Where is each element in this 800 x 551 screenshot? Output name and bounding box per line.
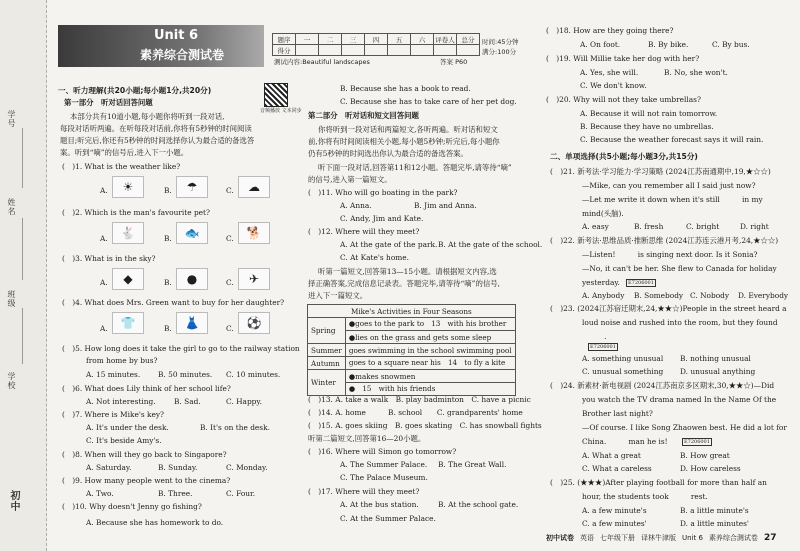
season-cell: Winter xyxy=(308,370,346,396)
option: A. something unusual xyxy=(582,354,664,363)
question-6: ( )6. What does Lily think of her school life? xyxy=(62,384,231,393)
option: A. Saturday. xyxy=(86,463,132,472)
sweater-icon: 👕 xyxy=(112,312,144,334)
student-id-label: 学号 xyxy=(7,110,16,128)
option: A. It's under the desk. xyxy=(86,423,169,432)
question-text: yesterday. xyxy=(582,278,620,287)
option: B. By bike. xyxy=(648,40,689,49)
instruction-text: 题目;听完后,你还有5秒钟的时间选择你认为最合适的备选答 xyxy=(60,136,255,145)
option-a-label: A. xyxy=(100,186,108,195)
divider xyxy=(22,128,23,188)
option: A. Because it will not rain tomorrow. xyxy=(580,109,718,118)
activity-cell: ●makes snowmen xyxy=(345,370,515,383)
question-text: Brother last night? xyxy=(582,409,653,418)
instruction-text: 本部分共有10道小题,每小题你将听到一段对话, xyxy=(70,112,225,121)
question-text: . xyxy=(582,332,607,341)
table-title: Mike's Activities in Four Seasons xyxy=(308,305,516,318)
option: B. The Great Wall. xyxy=(438,460,507,469)
rabbit-icon: 🐇 xyxy=(112,222,144,244)
option: C. It's beside Amy's. xyxy=(86,436,162,445)
time-limit: 时间:45分钟 xyxy=(482,38,519,46)
rain-icon: ☂ xyxy=(176,176,208,198)
question-22: ( )22. 新考法·思维品质·推断思维 (2024江苏连云港月考,24,★☆☆) xyxy=(550,236,779,245)
question-text: —Of course. I like Song Zhaowen best. He did a lot for xyxy=(582,423,787,432)
instruction-text: 仍有5秒钟的时间选出你认为最合适的备选答案。 xyxy=(308,149,468,158)
question-18: ( )18. How are they going there? xyxy=(546,26,674,35)
footer-edition: 译林牛津版 xyxy=(641,534,676,542)
season-cell: Autumn xyxy=(308,357,346,370)
divider xyxy=(22,308,23,364)
footer-unit: Unit 6 xyxy=(682,534,703,542)
qr-caption: 音频播放 文本同步 xyxy=(260,108,302,114)
question-text: —Let me write it down when it's still in my xyxy=(582,195,763,204)
question-text: —Mike, can you remember all I said just now? xyxy=(582,181,756,190)
option: A. Not interesting. xyxy=(86,397,156,406)
question-15: ( )15. A. goes skiing B. goes skating C. has snowball fights xyxy=(308,421,542,430)
season-cell: Summer xyxy=(308,344,346,357)
activity-cell: goes swimming in the school swimming pool xyxy=(345,344,515,357)
kite-icon: ◆ xyxy=(112,268,144,290)
option: A. On foot. xyxy=(580,40,621,49)
answer-tag: E7206001 xyxy=(590,344,616,350)
question-24: ( )24. 新素材·新电视剧 (2024江苏南京多区期末,30,★★☆)—Did xyxy=(550,381,775,390)
option: B. fresh xyxy=(634,222,664,231)
question-19: ( )19. Will Millie take her dog with her? xyxy=(546,54,700,63)
cloud-icon: ☁ xyxy=(238,176,270,198)
question-text: —No, it can't be her. She flew to Canada for holiday xyxy=(582,264,777,273)
sun-icon: ☀ xyxy=(112,176,144,198)
option-a-label: A. xyxy=(100,278,108,287)
option: A. What a great xyxy=(582,451,641,460)
question-5-cont: from home by bus? xyxy=(86,356,158,365)
answer-ref: 答案 P60 xyxy=(440,58,468,66)
footer-grade: 七年级下册 xyxy=(600,534,635,542)
question-text: China. man he is! xyxy=(582,437,668,446)
option: D. a little minutes' xyxy=(680,519,749,528)
option: C. Because she has to take care of her pet dog. xyxy=(340,97,517,106)
full-score: 满分:100分 xyxy=(482,48,517,56)
question-17: ( )17. Where will they meet? xyxy=(308,487,420,496)
instruction-text: 择正确答案,完成信息记录表。答题完毕,请等待“嘀”的信号, xyxy=(308,279,500,288)
option: B. No, she won't. xyxy=(664,68,728,77)
page-title: 素养综合测试卷 xyxy=(140,48,225,62)
instruction-text: 案。听到“嘀”的信号后,进入下一小题。 xyxy=(60,148,189,157)
part-2-heading: 第二部分 听对话和短文回答问题 xyxy=(308,111,419,120)
activity-cell: ●lies on the grass and gets some sleep xyxy=(345,331,515,344)
question-text: mind(头脑). xyxy=(582,209,624,218)
test-topic: 测试内容:Beautiful landscapes xyxy=(274,58,370,66)
option: A. Yes, she will. xyxy=(580,68,639,77)
unit-title: Unit 6 xyxy=(154,28,199,43)
question-5: ( )5. How long does it take the girl to go to the railway station xyxy=(62,344,300,353)
divider xyxy=(22,218,23,280)
dog-icon: 🐕 xyxy=(238,222,270,244)
option: B. nothing unusual xyxy=(680,354,751,363)
option: D. right xyxy=(740,222,769,231)
section-2-heading: 二、单项选择(共5小题;每小题3分,共15分) xyxy=(550,152,698,161)
page-number: 27 xyxy=(763,533,777,543)
option-a-label: A. xyxy=(100,324,108,333)
option: C. What a careless xyxy=(582,464,652,473)
option: B. Sunday. xyxy=(158,463,198,472)
option: C. The Palace Museum. xyxy=(340,473,428,482)
fish-bowl-icon: 🐟 xyxy=(176,222,208,244)
instruction-text: 听第二篇短文,回答第16—20小题。 xyxy=(308,434,426,443)
instruction-text: 听第一篇短文,回答第13—15小题。请根据短文内容,选 xyxy=(318,267,497,276)
footer-brand: 初中试卷 xyxy=(546,534,574,542)
option: C. Monday. xyxy=(226,463,268,472)
option-b-label: B. xyxy=(164,278,172,287)
question-2: ( )2. Which is the man's favourite pet? xyxy=(62,208,210,217)
option: A. At the gate of the park. xyxy=(340,240,438,249)
question-7: ( )7. Where is Mike's key? xyxy=(62,410,164,419)
option: B. Jim and Anna. xyxy=(414,201,477,210)
footer-subject: 英语 xyxy=(580,534,594,542)
question-21: ( )21. 新考法·学习能力·学习策略 (2024江苏南通期中,19,★☆☆) xyxy=(550,167,771,176)
question-14: ( )14. A. home B. school C. grandparents' home xyxy=(308,408,523,417)
option: B. Because she has a book to read. xyxy=(340,84,471,93)
dress-icon: 👗 xyxy=(176,312,208,334)
option: B. At the school gate. xyxy=(438,500,519,509)
score-row: 得分 xyxy=(273,45,480,56)
option: C. bright xyxy=(686,222,720,231)
option: A. a few minute's xyxy=(582,506,647,515)
option: B. Three. xyxy=(158,489,193,498)
activity-cell: ● 15 with his friends xyxy=(345,383,515,396)
option: B. Somebody xyxy=(634,291,684,300)
option: C. unusual something xyxy=(582,367,664,376)
question-1: ( )1. What is the weather like? xyxy=(62,162,181,171)
question-11: ( )11. Who will go boating in the park? xyxy=(308,188,458,197)
option: B. 50 minutes. xyxy=(158,370,213,379)
instruction-text: 每段对话听两遍。在听每段对话前,你将有5秒钟的时间阅读 xyxy=(60,124,252,133)
option-b-label: B. xyxy=(164,186,172,195)
question-text: —Listen! is singing next door. Is it Sonia? xyxy=(582,250,758,259)
option-c-label: C. xyxy=(226,278,234,287)
option: A. At the bus station. xyxy=(340,500,419,509)
title-banner xyxy=(58,25,264,67)
instruction-text: 你将听到一段对话和两篇短文,各听两遍。听对话和短文 xyxy=(318,125,498,134)
qr-code-icon xyxy=(264,83,288,107)
option: B. Sad. xyxy=(174,397,201,406)
question-4: ( )4. What does Mrs. Green want to buy for her daughter? xyxy=(62,298,285,307)
instruction-text: 听下面一段对话,回答第11和12小题。答题完毕,请等待“嘀” xyxy=(318,163,512,172)
instruction-text: 前,你将有时间阅读相关小题,每小题5秒钟;听完后,每小题你 xyxy=(308,137,500,146)
score-header-row: 题序 一 二 三 四 五 六 评卷人 总分 xyxy=(273,34,480,45)
question-text: you watch the TV drama named In the Name Of the xyxy=(582,395,777,404)
class-label: 班级 xyxy=(7,290,16,308)
option: A. Two. xyxy=(86,489,114,498)
option: D. Everybody xyxy=(738,291,789,300)
option: A. Anna. xyxy=(340,201,372,210)
instruction-text: 进入下一篇短文。 xyxy=(308,291,368,300)
option: A. Because she has homework to do. xyxy=(86,518,224,527)
question-text: loud noise and rushed into the room, but they found xyxy=(582,318,778,327)
instruction-text: 的信号,进入第一篇短文。 xyxy=(308,175,392,184)
option: A. The Summer Palace. xyxy=(340,460,428,469)
bird-icon: ✈ xyxy=(238,268,270,290)
answer-tag: E7206001 xyxy=(628,280,654,286)
option: C. a few minutes' xyxy=(582,519,647,528)
option: A. easy xyxy=(582,222,609,231)
option: B. It's on the desk. xyxy=(200,423,270,432)
option: C. At the Summer Palace. xyxy=(340,514,436,523)
option: C. Nobody xyxy=(690,291,730,300)
page-footer xyxy=(546,532,796,544)
question-23: ( )23. (2024江苏宿迁期末,24,★★☆)People in the street heard a xyxy=(550,304,787,313)
option: C. 10 minutes. xyxy=(226,370,281,379)
question-text: hour, the students took rest. xyxy=(582,492,708,501)
question-25: ( )25. (★★★)After playing football for more than half an xyxy=(550,478,767,487)
option: D. How careless xyxy=(680,464,741,473)
question-12: ( )12. Where will they meet? xyxy=(308,227,420,236)
option: C. We don't know. xyxy=(580,81,647,90)
option: A. 15 minutes. xyxy=(86,370,141,379)
option-b-label: B. xyxy=(164,234,172,243)
activities-table xyxy=(307,304,516,396)
option: B. Because they have no umbrellas. xyxy=(580,122,714,131)
option: B. How great xyxy=(680,451,730,460)
option-b-label: B. xyxy=(164,324,172,333)
part-1-heading: 第一部分 听对话回答问题 xyxy=(64,98,153,107)
option: D. unusual anything xyxy=(680,367,756,376)
score-table xyxy=(272,33,480,56)
option: C. Four. xyxy=(226,489,256,498)
option-c-label: C. xyxy=(226,186,234,195)
option-c-label: C. xyxy=(226,324,234,333)
option: C. At Kate's home. xyxy=(340,253,410,262)
answer-tag: E7206001 xyxy=(684,439,710,445)
question-3: ( )3. What is in the sky? xyxy=(62,254,156,263)
option: A. Anybody xyxy=(582,291,625,300)
school-label: 学校 xyxy=(7,372,16,390)
binding-strip xyxy=(0,0,47,551)
balloon-icon: ● xyxy=(176,268,208,290)
option-c-label: C. xyxy=(226,234,234,243)
option: C. Because the weather forecast says it will rain. xyxy=(580,135,764,144)
option: C. Andy, Jim and Kate. xyxy=(340,214,424,223)
question-8: ( )8. When will they go back to Singapore? xyxy=(62,450,227,459)
brand-logo: 初中 xyxy=(8,490,19,512)
question-20: ( )20. Why will not they take umbrellas? xyxy=(546,95,701,104)
ball-icon: ⚽ xyxy=(238,312,270,334)
footer-name: 素养综合测试卷 xyxy=(708,534,758,542)
season-cell: Spring xyxy=(308,318,346,344)
option-a-label: A. xyxy=(100,234,108,243)
option: B. a little minute's xyxy=(680,506,749,515)
question-10: ( )10. Why doesn't Jenny go fishing? xyxy=(62,502,202,511)
question-16: ( )16. Where will Simon go tomorrow? xyxy=(308,447,457,456)
question-9: ( )9. How many people went to the cinema? xyxy=(62,476,231,485)
section-1-heading: 一、听力理解(共20小题;每小题1分,共20分) xyxy=(58,86,212,95)
question-13: ( )13. A. take a walk B. play badminton C. have a picnic xyxy=(308,395,531,404)
option: C. Happy. xyxy=(226,397,262,406)
name-label: 姓名 xyxy=(7,198,16,216)
option: B. At the gate of the school. xyxy=(438,240,543,249)
activity-cell: goes to a square near his 14 to fly a kite xyxy=(345,357,515,370)
option: C. By bus. xyxy=(712,40,750,49)
activity-cell: ●goes to the park to 13 with his brother xyxy=(345,318,515,331)
